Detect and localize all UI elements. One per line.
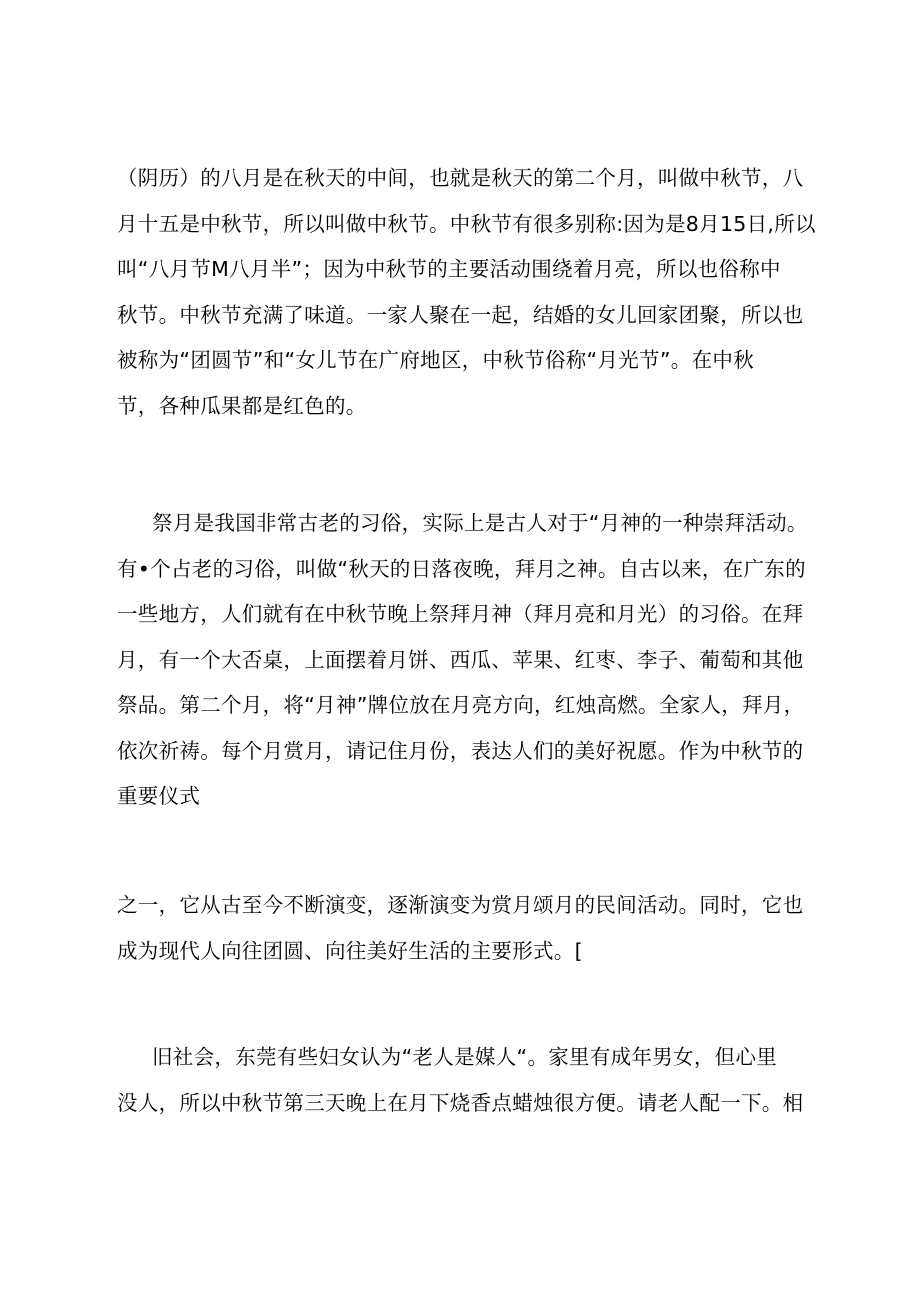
text-line: 祭月是我国非常古老的习俗，实际上是古人对于“月神的一种崇拜活动。: [152, 511, 808, 535]
text-line: 月十五是中秋节，所以叫做中秋节。中秋节有很多别称:因为是8月15日,所以: [117, 211, 816, 236]
text-line: 秋节。中秋节充满了味道。一家人聚在一起，结婚的女儿回家团聚，所以也: [117, 302, 804, 327]
text-line: 有•个占老的习俗，叫做“秋天的日落夜晚，拜月之神。自古以来，在广东的: [117, 556, 806, 581]
text-line: 祭品。第二个月，将“月神”牌位放在月亮方向，红烛高燃。全家人，拜月，: [117, 693, 805, 717]
text-line: 旧社会，东莞有些妇女认为“老人是媒人“。家里有成年男女，但心里: [152, 1045, 778, 1069]
text-line: 重要仪式: [117, 784, 201, 808]
text-line: 成为现代人向往团圆、向往美好生活的主要形式。[: [117, 938, 583, 963]
text-line: 节，各种瓜果都是红色的。: [117, 393, 367, 418]
paragraph-mid-autumn-intro: [117, 156, 832, 429]
text-line: 依次祈祷。每个月赏月，请记住月份，表达人们的美好祝愿。作为中秋节的: [117, 738, 804, 763]
text-line: 被称为“团圆节”和“女儿节在广府地区，中秋节俗称“月光节”。在中秋: [117, 348, 754, 372]
text-line: 没人，所以中秋节第三天晚上在月下烧香点蜡烛很方便。请老人配一下。相: [117, 1090, 804, 1115]
text-line: 一些地方，人们就有在中秋节晚上祭拜月神（拜月亮和月光）的习俗。在拜: [117, 602, 804, 626]
text-line: 之一，它从古至今不断演变，逐渐演变为赏月颂月的民间活动。同时，它也: [117, 893, 804, 917]
text-line: 叫“八月节M八月半”；因为中秋节的主要活动围绕着月亮，所以也俗称中: [117, 257, 781, 281]
paragraph-ritual-evolution: [117, 883, 832, 974]
paragraph-moon-worship: [117, 501, 832, 820]
text-line: 月，有一个大否桌，上面摆着月饼、西瓜、苹果、红枣、李子、葡萄和其他: [117, 647, 804, 672]
paragraph-dongguan-custom: [117, 1035, 832, 1126]
text-line: （阴历）的八月是在秋天的中间，也就是秋天的第二个月，叫做中秋节，八: [117, 166, 804, 190]
